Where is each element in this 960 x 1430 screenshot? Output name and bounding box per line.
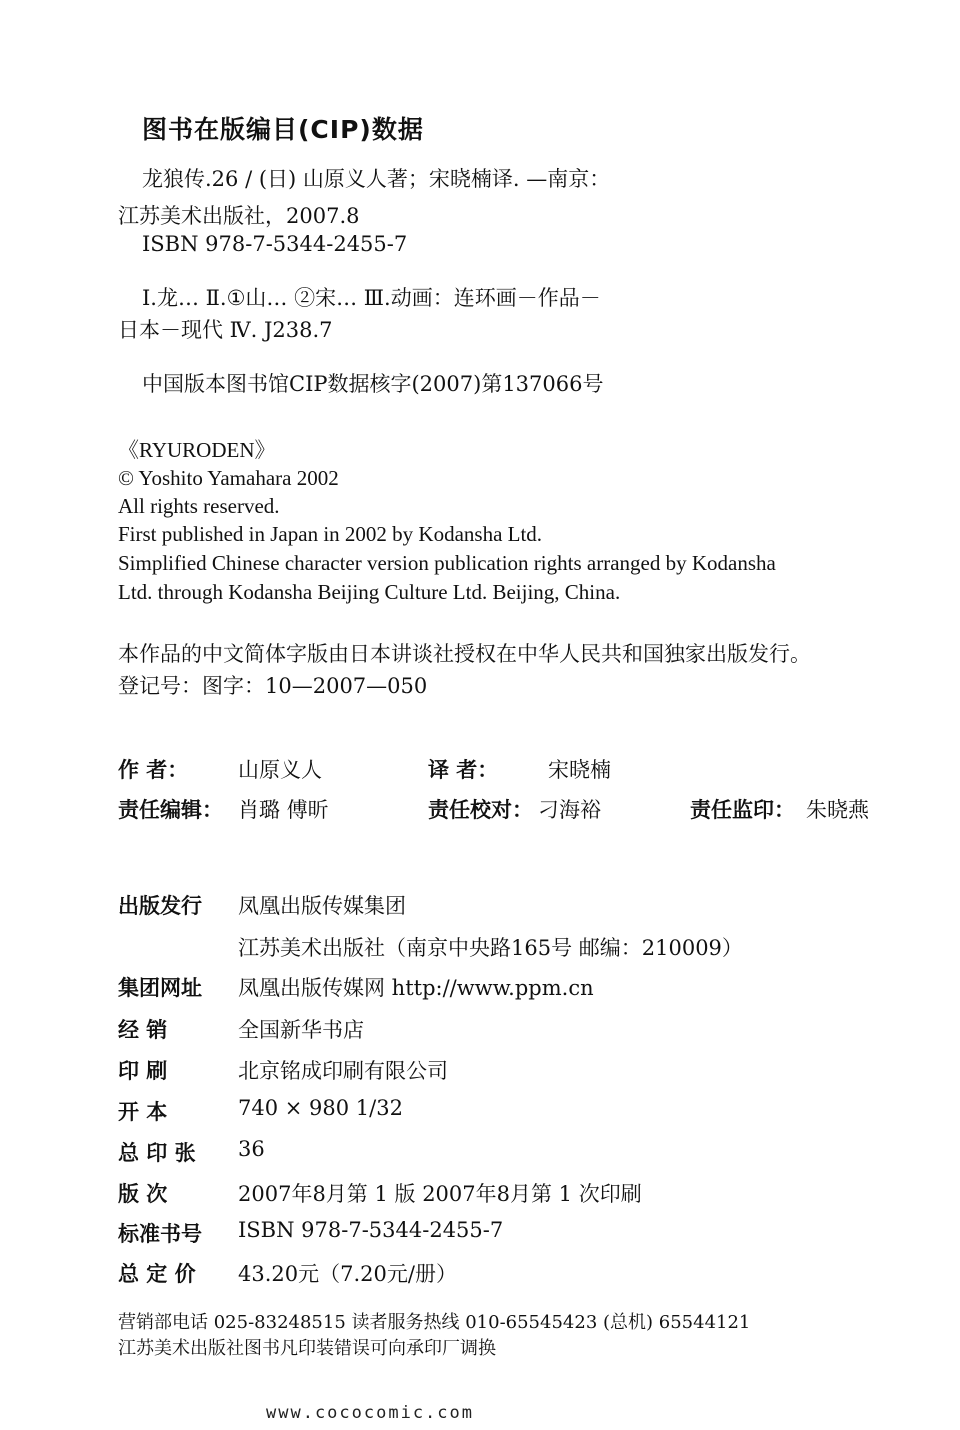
translator-label: 译 者： <box>428 758 499 782</box>
total-price-value: 43.20元（7.20元/册） <box>238 1262 457 1286</box>
printer-value: 北京铭成印刷有限公司 <box>238 1059 448 1083</box>
translator-value: 宋晓楠 <box>548 758 611 782</box>
publisher-label: 出版发行 <box>118 894 202 918</box>
group-website-value: 凤凰出版传媒网 http://www.ppm.cn <box>238 976 594 1000</box>
author-value: 山原义人 <box>238 758 322 782</box>
cip-line-1: 龙狼传.26 / (日) 山原义人著；宋晓楠译. —南京： <box>142 167 611 191</box>
publisher-value: 凤凰出版传媒集团 <box>238 894 406 918</box>
original-title: 《RYURODEN》 <box>118 438 276 462</box>
first-published: First published in Japan in 2002 by Kodansha Ltd. <box>118 522 543 546</box>
editor-label: 责任编辑： <box>118 798 223 822</box>
total-sheets-value: 36 <box>238 1137 265 1161</box>
cip-title: 图书在版编目(CIP)数据 <box>142 115 424 144</box>
proofreader-label: 责任校对： <box>428 798 533 822</box>
print-supervisor-value: 朱晓燕 <box>806 798 869 822</box>
editor-value: 肖璐 傅昕 <box>238 798 329 822</box>
isbn-value: ISBN 978-7-5344-2455-7 <box>238 1218 504 1242</box>
format-label: 开 本 <box>118 1100 168 1124</box>
printer-label: 印 刷 <box>118 1059 168 1083</box>
contact-line: 营销部电话 025-83248515 读者服务热线 010-65545423 (总机) 65544121 <box>118 1312 751 1333</box>
print-supervisor-label: 责任监印： <box>690 798 795 822</box>
group-website-label: 集团网址 <box>118 976 202 1000</box>
simplified-rights-2: Ltd. through Kodansha Beijing Culture Ltd. Beijing, China. <box>118 580 621 604</box>
watermark: www.cococomic.com <box>266 1403 474 1423</box>
copyright-line: © Yoshito Yamahara 2002 <box>118 466 339 490</box>
distributor-label: 经 销 <box>118 1018 168 1042</box>
cip-verify: 中国版本图书馆CIP数据核字(2007)第137066号 <box>142 372 604 396</box>
edition-label: 版 次 <box>118 1182 168 1206</box>
cip-class-1: Ⅰ.龙… Ⅱ.①山… ②宋… Ⅲ.动画：连环画－作品－ <box>142 286 601 310</box>
total-price-label: 总 定 价 <box>118 1262 196 1286</box>
chinese-authorization: 本作品的中文简体字版由日本讲谈社授权在中华人民共和国独家出版发行。 <box>118 642 811 666</box>
misprint-notice: 江苏美术出版社图书凡印装错误可向承印厂调换 <box>118 1338 496 1359</box>
format-value: 740 × 980 1/32 <box>238 1096 403 1120</box>
cip-isbn: ISBN 978-7-5344-2455-7 <box>142 232 408 256</box>
rights-reserved: All rights reserved. <box>118 494 280 518</box>
cip-line-2: 江苏美术出版社，2007.8 <box>118 204 360 228</box>
publisher-address: 江苏美术出版社（南京中央路165号 邮编：210009） <box>238 936 743 960</box>
author-label: 作 者： <box>118 758 189 782</box>
isbn-label: 标准书号 <box>118 1222 202 1246</box>
registration-number: 登记号：图字：10—2007—050 <box>118 674 428 698</box>
cip-class-2: 日本－现代 Ⅳ. J238.7 <box>118 318 333 342</box>
distributor-value: 全国新华书店 <box>238 1018 364 1042</box>
proofreader-value: 刁海裕 <box>538 798 601 822</box>
edition-value: 2007年8月第 1 版 2007年8月第 1 次印刷 <box>238 1182 642 1206</box>
simplified-rights-1: Simplified Chinese character version publication rights arranged by Kodansha <box>118 551 776 575</box>
total-sheets-label: 总 印 张 <box>118 1141 196 1165</box>
